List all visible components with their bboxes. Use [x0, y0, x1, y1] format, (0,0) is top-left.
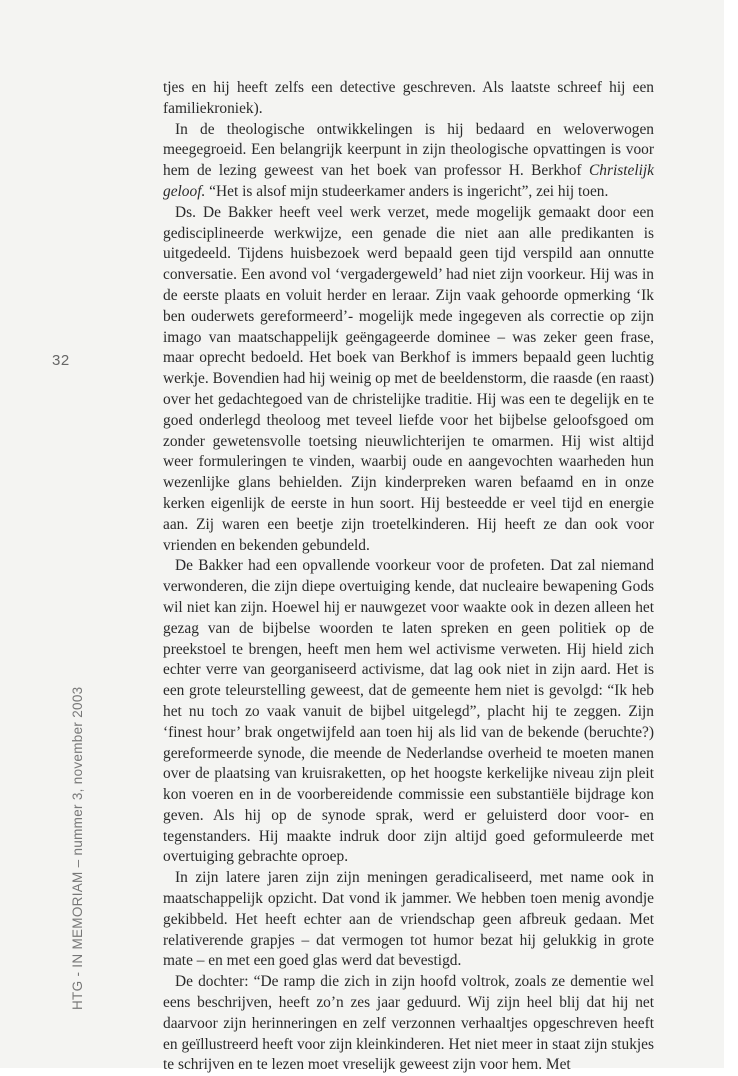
page-edge: [724, 0, 738, 1068]
text-run: tjes en hij heeft zelfs een detective geschreven. Als laatste schreef hij een familiekroniek).: [163, 79, 654, 117]
page-number: 32: [52, 352, 70, 369]
paragraph: [163, 120, 654, 203]
text-run: Ds. De Bakker heeft veel werk verzet, mede mogelijk gemaakt door een gedisciplineerde werkwijze, een genade die niet aan alle predikanten is uitgedeeld. Tijdens huisbezoek werd bepaald geen tijd verspild aan onnutte conversatie. Een avond vol ‘vergadergeweld’ had niet zijn voorkeur. Hij was in de eerste plaats en voluit herder en leraar. Zijn vaak gehoorde opmerking ‘Ik ben ouderwets gereformeerd’- mogelijk mede ingegeven als correctie op zijn imago van maatschappelijk geëngageerde dominee – was zeker geen frase, maar oprecht bedoeld. Het boek van Berkhof is immers bepaald geen luchtig werkje. Bovendien had hij weinig op met de beeldenstorm, die raasde (en raast) over het gedachtegoed van de christelijke traditie. Hij was een te degelijk en te goed onderlegd theoloog met teveel liefde voor het bijbelse geloofsgoed om zonder gewetensvolle toetsing nieuwlichterijen te omarmen. Hij wist altijd weer formuleringen te vinden, waarbij oude en aangevochten waarheden hun wezenlijke glans behielden. Zijn kinderpreken waren befaamd en in onze kerken eigenlijk de eerste in hun soort. Hij besteedde er veel tijd en energie aan. Zij waren een beetje zijn troetelkinderen. Hij heeft ze dan ook voor vrienden en bekenden gebundeld.: [163, 203, 654, 554]
paragraph: [163, 868, 654, 972]
paragraph: [163, 556, 654, 868]
text-run: In zijn latere jaren zijn zijn meningen geradicaliseerd, met name ook in maatschappelijk opzicht. Dat vond ik jammer. We hebben toen menig avondje gekibbeld. Het heeft echter aan de vriendschap geen afbreuk gedaan. Met relativerende grapjes – dat vermogen tot humor bezat hij gelukkig in grote mate – en met een goed glas werd dat bevestigd.: [163, 869, 654, 970]
paragraph: [163, 203, 654, 557]
running-header: HTG - IN MEMORIAM – nummer 3, november 2003: [70, 686, 85, 1010]
italic-title: Christelijk geloof.: [163, 162, 654, 200]
paragraph: [163, 972, 654, 1076]
body-text: [163, 78, 654, 1076]
paragraph: [163, 78, 654, 120]
text-run: “Het is alsof mijn studeerkamer anders is ingericht”, zei hij toen.: [205, 182, 609, 200]
text-run: De Bakker had een opvallende voorkeur voor de profeten. Dat zal niemand verwonderen, die zijn diepe overtuiging kende, dat nucleaire bewapening Gods wil niet kan zijn. Hoewel hij er nauwgezet voor waakte ook in dezen alleen het gezag van de bijbelse woorden te laten spreken en geen politiek op de preekstoel te brengen, heeft men hem wel activisme verweten. Hij hield zich echter verre van georganiseerd activisme, dat lag ook niet in zijn aard. Het is een grote teleurstelling geweest, dat de gemeente hem niet is gevolgd: “Ik heb het nu toch zo vaak vanuit de bijbel uitgelegd”, placht hij te zeggen. Zijn ‘finest hour’ brak ongetwijfeld aan toen hij als lid van de bekende (beruchte?) gereformeerde synode, die meende de Nederlandse overheid te moeten manen over de plaatsing van kruisraketten, op het hoogste kerkelijke niveau zijn pleit kon voeren en in de voorbereidende commissie een substantiële bijdrage kon geven. Als hij op de synode sprak, werd er geluisterd door voor- en tegenstanders. Hij maakte indruk door zijn altijd goed geformuleerde met overtuiging gebrachte oproep.: [163, 557, 654, 866]
text-run: In de theologische ontwikkelingen is hij bedaard en weloverwogen meegegroeid. Een belangrijk keerpunt in zijn theologische opvattingen is voor hem de lezing geweest van het boek van professor H. Berkhof: [163, 120, 654, 180]
text-run: De dochter: “De ramp die zich in zijn hoofd voltrok, zoals ze dementie wel eens beschrijven, heeft zo’n zes jaar geduurd. Wij zijn heel blij dat hij net daarvoor zijn herinneringen en zelf verzonnen verhaaltjes opgeschreven heeft en geïllustreerd heeft voor zijn kleinkinderen. Het niet meer in staat zijn stukjes te schrijven en te lezen moet vreselijk geweest zijn voor hem. Met: [163, 973, 654, 1074]
